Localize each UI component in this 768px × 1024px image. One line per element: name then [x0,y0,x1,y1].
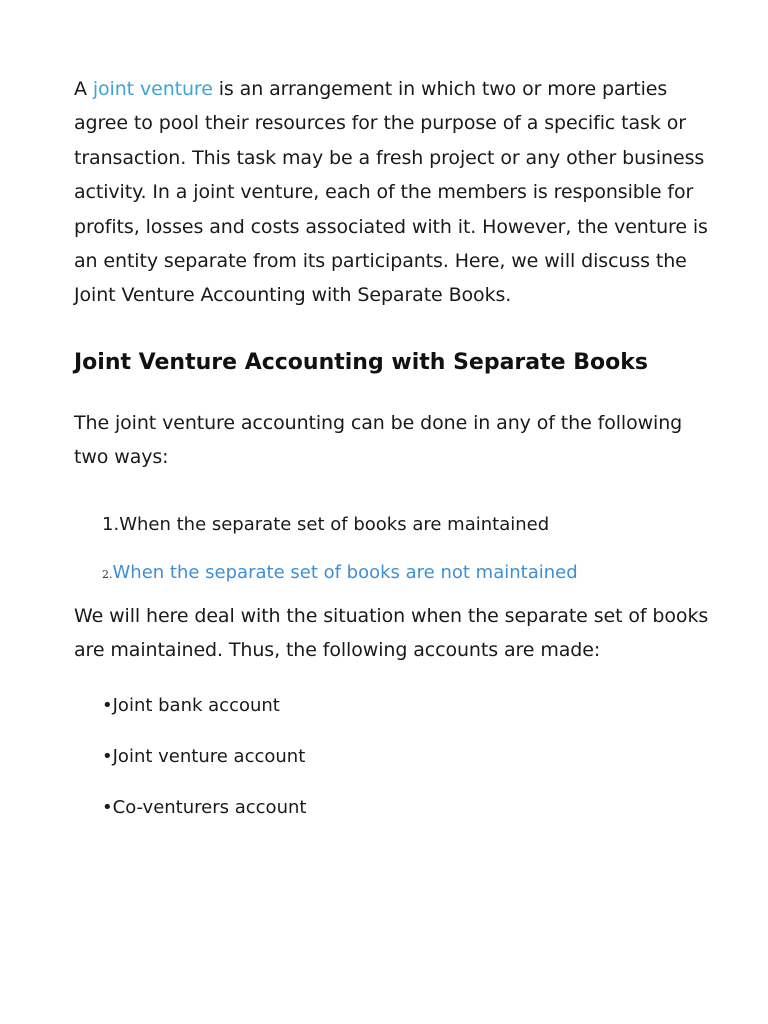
list-item-text: When the separate set of books are maintained [119,513,550,535]
list-item [102,693,714,718]
not-maintained-link[interactable]: When the separate set of books are not maintained [112,561,578,583]
list-item [102,501,714,549]
joint-venture-link[interactable]: joint venture [92,78,213,100]
section-heading: Joint Venture Accounting with Separate Books [74,349,648,375]
list-item-number: 1. [102,513,120,535]
intro-paragraph [74,72,714,313]
bullet-glyph: • [102,797,113,819]
list-item-number: 2. [102,567,113,581]
list-item [102,795,714,820]
bullet-glyph: • [102,746,113,768]
intro-text: is an arrangement in which two or more parties agree to pool their resources for the purpose of a specific task or transaction. This task may be a fresh project or any other business activity. In a joint venture, each of the members is responsible for profits, losses and costs associated with it. However, the venture is an entity separate from its participants. Here, we will discuss the Joint Venture Accounting with Separate Books. [74,78,708,307]
list-item-text: Joint venture account [112,746,306,768]
list-item [102,744,714,769]
list-item-text: Joint bank account [112,695,280,717]
list-item-text: Co-venturers account [112,797,307,819]
situation-paragraph: We will here deal with the situation when the separate set of books are maintained. Thus, the following accounts are made: [74,604,709,662]
bullet-glyph: • [102,695,113,717]
intro-prefix: A [74,78,93,100]
accounts-list [74,693,714,820]
ways-paragraph: The joint venture accounting can be done in any of the following two ways: [74,411,683,469]
ways-list [74,501,714,599]
document-body [74,72,714,846]
list-item [102,549,714,599]
